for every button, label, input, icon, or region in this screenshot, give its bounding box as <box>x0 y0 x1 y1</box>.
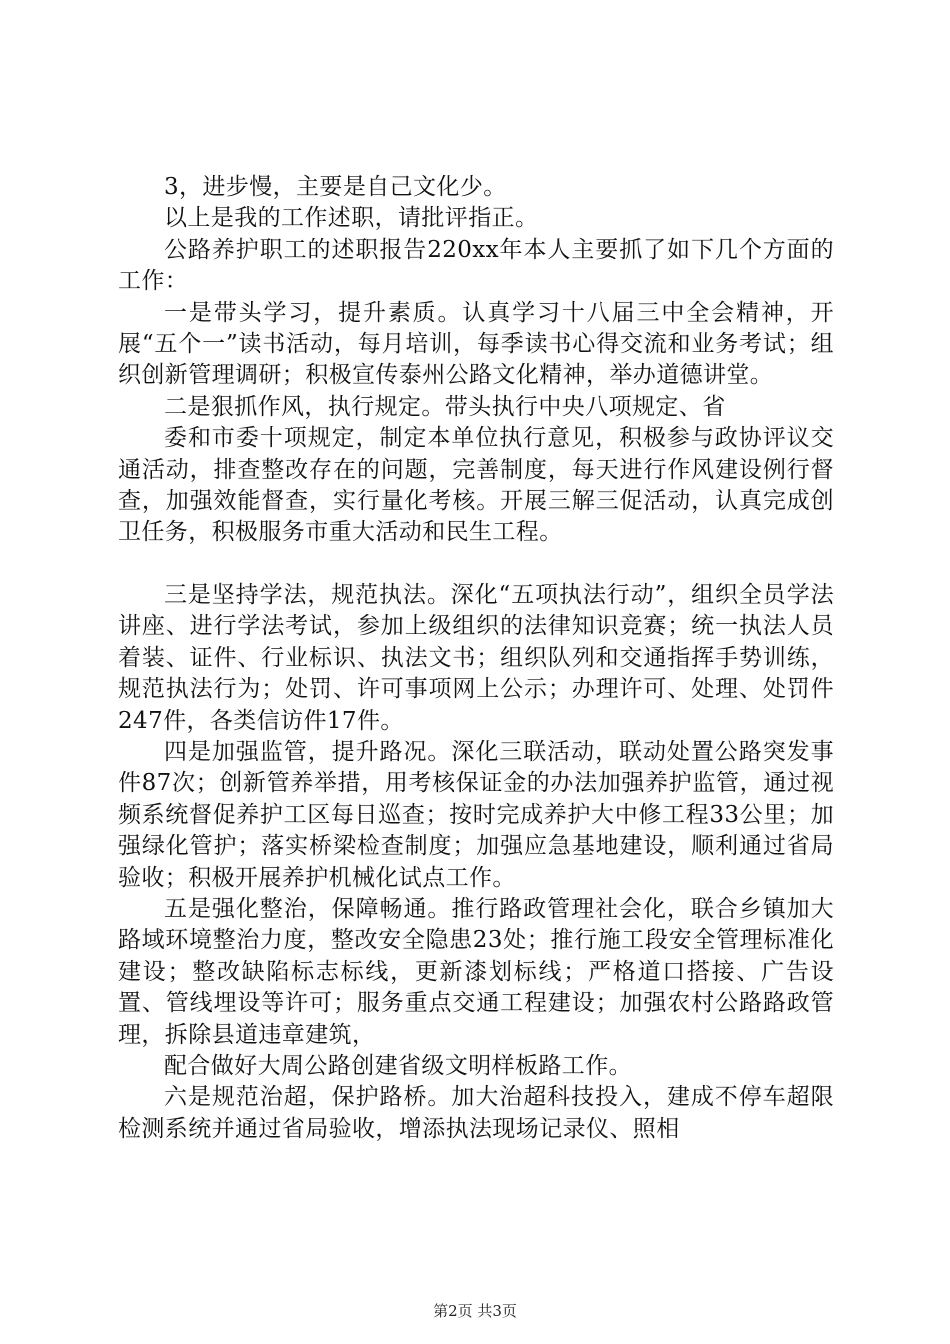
paragraph-9: 五是强化整治，保障畅通。推行路政管理社会化，联合乡镇加大路域环境整治力度，整改安全隐患23处；推行施工段安全管理标准化建设；整改缺陷标志标线，更新漆划标线；严格道口搭接、广告设置、管线埋设等许可；服务重点交通工程建设；加强农村公路路政管理，拆除县道违章建筑， <box>118 895 834 1048</box>
paragraph-3: 公路养护职工的述职报告220xx年本人主要抓了如下几个方面的工作： <box>118 236 834 295</box>
paragraph-8: 四是加强监管，提升路况。深化三联活动，联动处置公路突发事件87次；创新管养举措，用考核保证金的办法加强养护监管，通过视频系统督促养护工区每日巡查；按时完成养护大中修工程33公里；加强绿化管护；落实桥梁检查制度；加强应急基地建设，顺利通过省局验收；积极开展养护机械化试点工作。 <box>118 738 834 891</box>
paragraph-7: 三是坚持学法，规范执法。深化“五项执法行动”，组织全员学法讲座、进行学法考试，参加上级组织的法律知识竞赛；统一执法人员着装、证件、行业标识、执法文书；组织队列和交通指挥手势训练，规范执法行为；处罚、许可事项网上公示；办理许可、处理、处罚件247件，各类信访件17件。 <box>118 581 834 734</box>
paragraph-5: 二是狠抓作风，执行规定。带头执行中央八项规定、省 <box>164 393 726 420</box>
paragraph-10: 配合做好大周公路创建省级文明样板路工作。 <box>164 1052 632 1079</box>
paragraph-6: 委和市委十项规定，制定本单位执行意见，积极参与政协评议交通活动，排查整改存在的问题，完善制度，每天进行作风建设例行督查，加强效能督查，实行量化考核。开展三解三促活动，认真完成创卫任务，积极服务市重大活动和民生工程。 <box>118 425 834 546</box>
paragraph-4: 一是带头学习，提升素质。认真学习十八届三中全会精神，开展“五个一”读书活动，每月培训，每季读书心得交流和业务考试；组织创新管理调研；积极宣传泰州公路文化精神，举办道德讲堂。 <box>118 299 834 389</box>
paragraph-2: 以上是我的工作述职，请批评指正。 <box>164 205 539 232</box>
paragraph-1: 3，进步慢，主要是自己文化少。 <box>164 174 507 200</box>
page-footer: 第2页 共3页 <box>433 1302 517 1320</box>
paragraph-11: 六是规范治超，保护路桥。加大治超科技投入，建成不停车超限检测系统并通过省局验收，增添执法现场记录仪、照相 <box>118 1084 834 1142</box>
document-body <box>118 172 834 1145</box>
